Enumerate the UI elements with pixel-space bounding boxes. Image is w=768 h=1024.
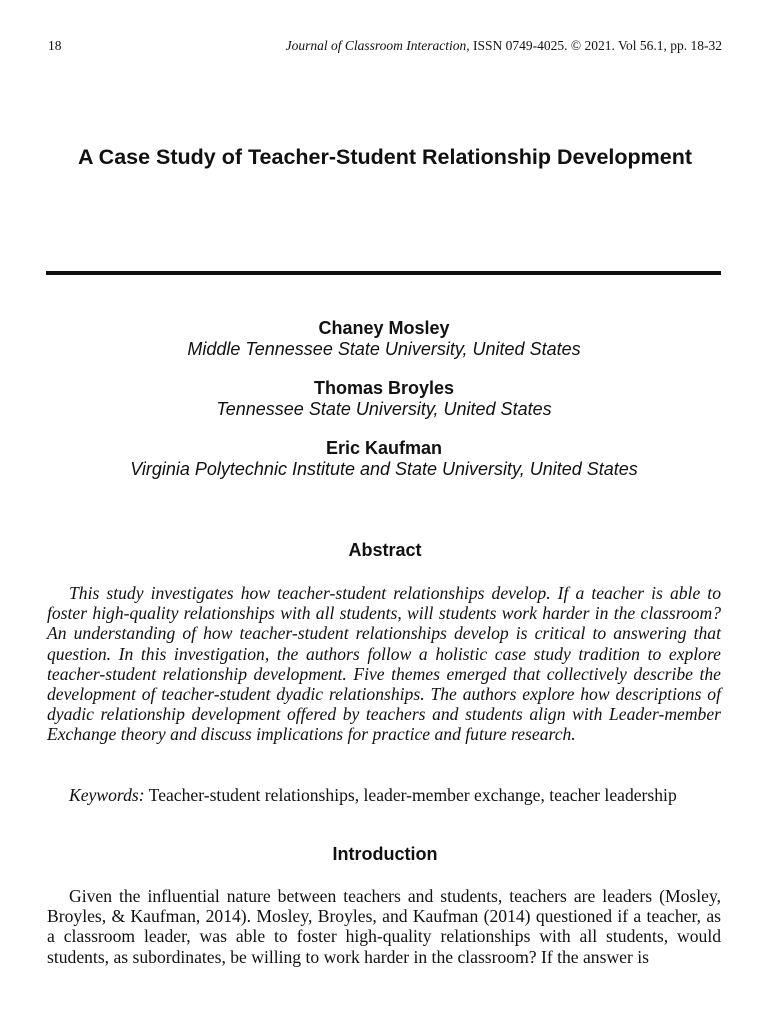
keywords-text: Teacher-student relationships, leader-member exchange, teacher leadership: [144, 785, 677, 805]
keywords-label: Keywords:: [69, 785, 145, 805]
title-divider: [46, 271, 721, 275]
author-block: [40, 318, 728, 360]
journal-name: Journal of Classroom Interaction,: [285, 38, 470, 53]
author-block: [40, 438, 728, 480]
introduction-heading: Introduction: [332, 844, 438, 864]
author-name: Eric Kaufman: [325, 438, 443, 458]
paper-title: A Case Study of Teacher-Student Relationship Development: [77, 145, 693, 169]
introduction-body: [47, 886, 721, 967]
author-name: Thomas Broyles: [313, 378, 455, 398]
page-header: [48, 38, 722, 58]
author-affiliation: Virginia Polytechnic Institute and State University, United States: [130, 459, 638, 479]
author-affiliation: Middle Tennessee State University, United States: [187, 339, 581, 359]
abstract-text: This study investigates how teacher-student relationships develop. If a teacher is able to foster high-quality relationships with all students, will students work harder in the classroom? An understanding of how teacher-student relationships develop is critical to answering that question. In this investigation, the authors follow a holistic case study tradition to explore teacher-student relationship development. Five themes emerged that collectively describe the development of teacher-student dyadic relationships. The authors explore how descriptions of dyadic relationship development offered by teachers and students align with Leader-member Exchange theory and discuss implications for practice and future research.: [47, 583, 721, 745]
author-block: [40, 378, 728, 420]
page-number: 18: [48, 38, 62, 53]
journal-details: ISSN 0749-4025. © 2021. Vol 56.1, pp. 18-32: [469, 38, 722, 53]
keywords-line: [47, 785, 721, 805]
introduction-text: Given the influential nature between teachers and students, teachers are leaders (Mosley, Broyles, & Kaufman, 2014). Mosley, Broyles, and Kaufman (2014) questioned if a teacher, as a classroom leader, was able to foster high-quality relationships with all students, would students, as subordinates, be willing to work harder in the classroom? If the answer is: [47, 886, 721, 967]
abstract-heading: Abstract: [348, 540, 422, 560]
author-affiliation: Tennessee State University, United States: [216, 399, 552, 419]
author-name: Chaney Mosley: [318, 318, 450, 338]
running-head: [286, 38, 722, 54]
author-list: [40, 318, 728, 498]
abstract-body: [47, 583, 721, 745]
